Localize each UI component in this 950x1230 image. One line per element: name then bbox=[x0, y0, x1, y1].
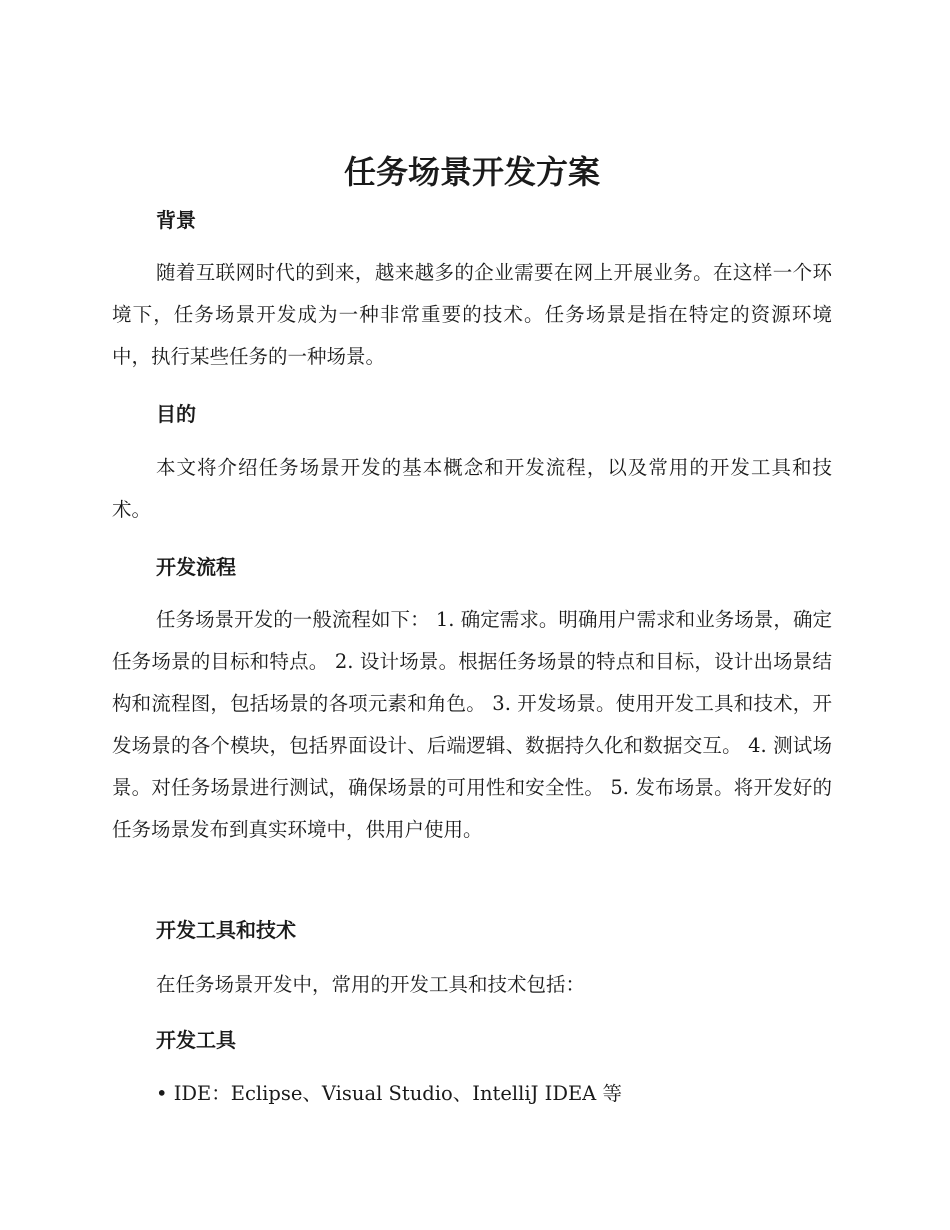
heading-tools-tech: 开发工具和技术 bbox=[156, 918, 296, 942]
paragraph-tools-tech: 在任务场景开发中，常用的开发工具和技术包括： bbox=[156, 973, 586, 996]
heading-purpose: 目的 bbox=[156, 402, 196, 426]
bullet-ide: • IDE：Eclipse、Visual Studio、IntelliJ IDEA 等 bbox=[156, 1082, 622, 1105]
heading-tools: 开发工具 bbox=[156, 1028, 236, 1052]
paragraph-purpose: 本文将介绍任务场景开发的基本概念和开发流程，以及常用的开发工具和技术。 bbox=[112, 456, 832, 521]
heading-background: 背景 bbox=[156, 208, 196, 232]
paragraph-background: 随着互联网时代的到来，越来越多的企业需要在网上开展业务。在这样一个环境下，任务场景开发成为一种非常重要的技术。任务场景是指在特定的资源环境中，执行某些任务的一种场景。 bbox=[112, 261, 832, 368]
heading-process: 开发流程 bbox=[156, 555, 236, 579]
paragraph-process: 任务场景开发的一般流程如下： 1. 确定需求。明确用户需求和业务场景，确定任务场景的目标和特点。 2. 设计场景。根据任务场景的特点和目标，设计出场景结构和流程图，包括场景的各项元素和角色。 3. 开发场景。使用开发工具和技术，开发场景的各个模块，包括界面设计、后端逻辑、数据持久化和数据交互。 4. 测试场景。对任务场景进行测试，确保场景的可用性和安全性。 5. 发布场景。将开发好的任务场景发布到真实环境中，供用户使用。 bbox=[112, 608, 832, 841]
document-title: 任务场景开发方案 bbox=[343, 153, 600, 191]
